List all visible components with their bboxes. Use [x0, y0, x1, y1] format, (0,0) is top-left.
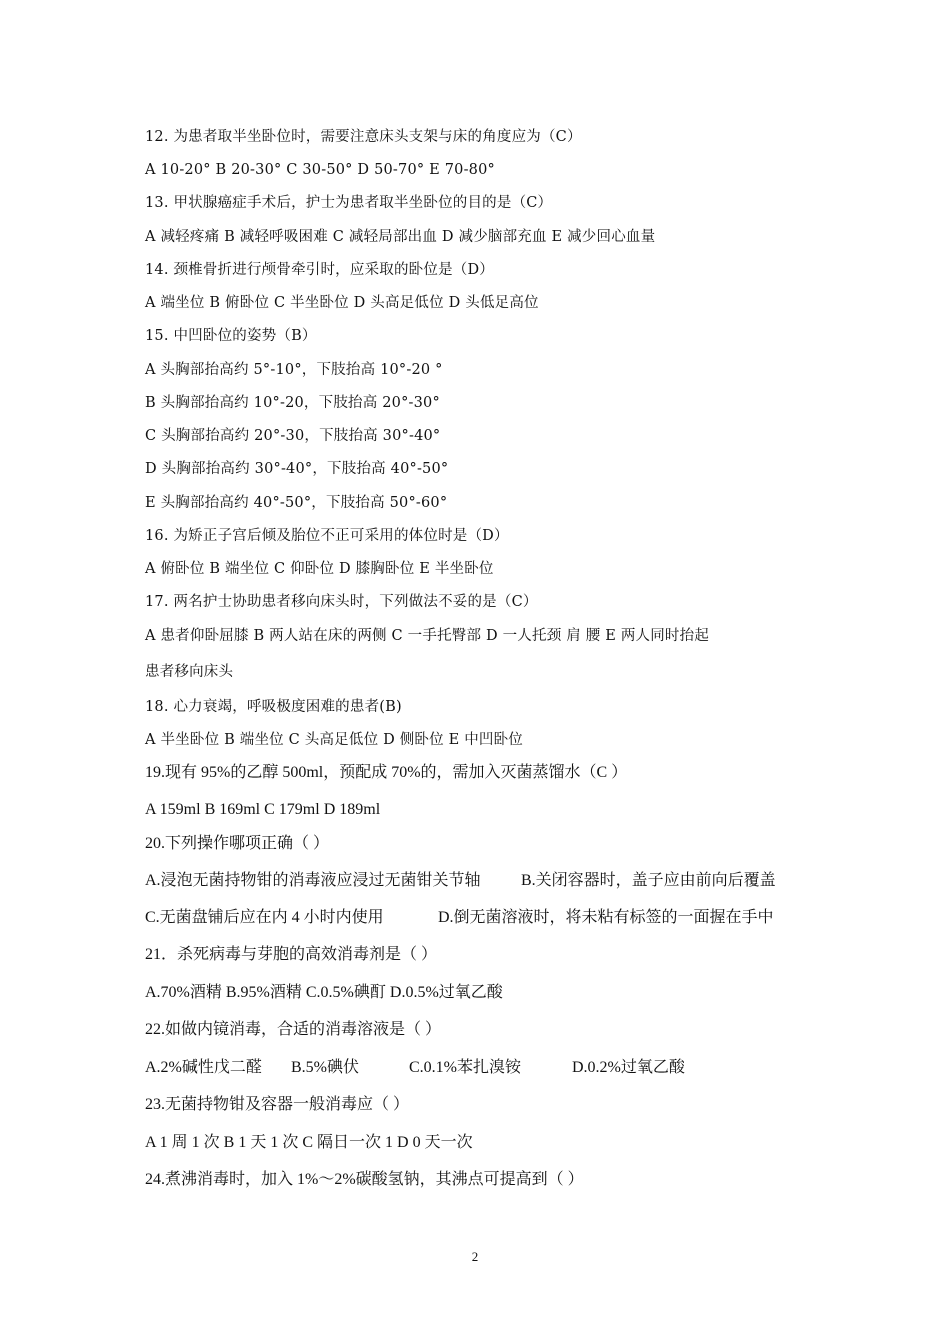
question-15-option-b: B 头胸部抬高约 10°-20，下肢抬高 20°-30° [145, 395, 440, 411]
question-22-options [145, 1058, 745, 1078]
question-13: 13. 甲状腺癌症手术后，护士为患者取半坐卧位的目的是（C） [145, 195, 553, 211]
question-20: 20.下列操作哪项正确（ ） [145, 835, 330, 852]
question-14-options: A 端坐位 B 俯卧位 C 半坐卧位 D 头高足低位 D 头低足高位 [145, 295, 539, 311]
question-23: 23.无菌持物钳及容器一般消毒应（ ） [145, 1096, 410, 1113]
q22-option-d: D.0.2%过氧乙酸 [572, 1059, 685, 1076]
q22-option-a: A.2%碱性戊二醛 [145, 1059, 262, 1076]
question-15-option-a: A 头胸部抬高约 5°-10°，下肢抬高 10°-20 ° [145, 362, 443, 378]
question-18-options: A 半坐卧位 B 端坐位 C 头高足低位 D 侧卧位 E 中凹卧位 [145, 732, 524, 748]
question-17-options-cont: 患者移向床头 [145, 664, 234, 680]
question-12-options: A 10-20° B 20-30° C 30-50° D 50-70° E 70-80° [145, 162, 495, 178]
question-13-options: A 减轻疼痛 B 减轻呼吸困难 C 减轻局部出血 D 减少脑部充血 E 减少回心血量 [145, 229, 656, 245]
question-21-options: A.70%酒精 B.95%酒精 C.0.5%碘酊 D.0.5%过氧乙酸 [145, 984, 503, 1001]
question-20-options-row1 [145, 871, 795, 891]
question-17: 17. 两名护士协助患者移向床头时，下列做法不妥的是（C） [145, 594, 538, 610]
q20-option-b: B.关闭容器时，盖子应由前向后覆盖 [521, 872, 776, 889]
question-18: 18. 心力衰竭，呼吸极度困难的患者(B) [145, 699, 402, 715]
question-23-options: A 1 周 1 次 B 1 天 1 次 C 隔日一次 1 D 0 天一次 [145, 1134, 473, 1151]
question-15-option-d: D 头胸部抬高约 30°-40°，下肢抬高 40°-50° [145, 461, 449, 477]
question-19: 19.现有 95%的乙醇 500ml，预配成 70%的，需加入灭菌蒸馏水（C ） [145, 764, 628, 781]
question-16: 16. 为矫正子宫后倾及胎位不正可采用的体位时是（D） [145, 528, 509, 544]
q20-option-a: A.浸泡无菌持物钳的消毒液应浸过无菌钳关节轴 [145, 872, 481, 889]
question-12: 12. 为患者取半坐卧位时，需要注意床头支架与床的角度应为（C） [145, 129, 582, 145]
question-20-options-row2 [145, 908, 795, 928]
q22-option-c: C.0.1%苯扎溴铵 [409, 1059, 522, 1076]
question-14: 14. 颈椎骨折进行颅骨牵引时，应采取的卧位是（D） [145, 262, 494, 278]
q20-option-c: C.无菌盘铺后应在内 4 小时内使用 [145, 909, 384, 926]
question-24: 24.煮沸消毒时，加入 1%～2%碳酸氢钠，其沸点可提高到（ ） [145, 1171, 584, 1188]
question-15: 15. 中凹卧位的姿势（B） [145, 328, 317, 344]
page-number: 2 [471, 1249, 479, 1264]
question-19-options: A 159ml B 169ml C 179ml D 189ml [145, 801, 381, 818]
question-15-option-e: E 头胸部抬高约 40°-50°，下肢抬高 50°-60° [145, 495, 448, 511]
question-15-option-c: C 头胸部抬高约 20°-30，下肢抬高 30°-40° [145, 428, 441, 444]
question-16-options: A 俯卧位 B 端坐位 C 仰卧位 D 膝胸卧位 E 半坐卧位 [145, 561, 494, 577]
question-22: 22.如做内镜消毒，合适的消毒溶液是（ ） [145, 1021, 442, 1038]
q20-option-d: D.倒无菌溶液时，将未粘有标签的一面握在手中 [438, 909, 774, 926]
question-17-options: A 患者仰卧屈膝 B 两人站在床的两侧 C 一手托臀部 D 一人托颈 肩 腰 E 两人同时抬起 [145, 628, 710, 644]
question-21: 21．杀死病毒与芽胞的高效消毒剂是（ ） [145, 946, 438, 963]
q22-option-b: B.5%碘伏 [291, 1059, 360, 1076]
